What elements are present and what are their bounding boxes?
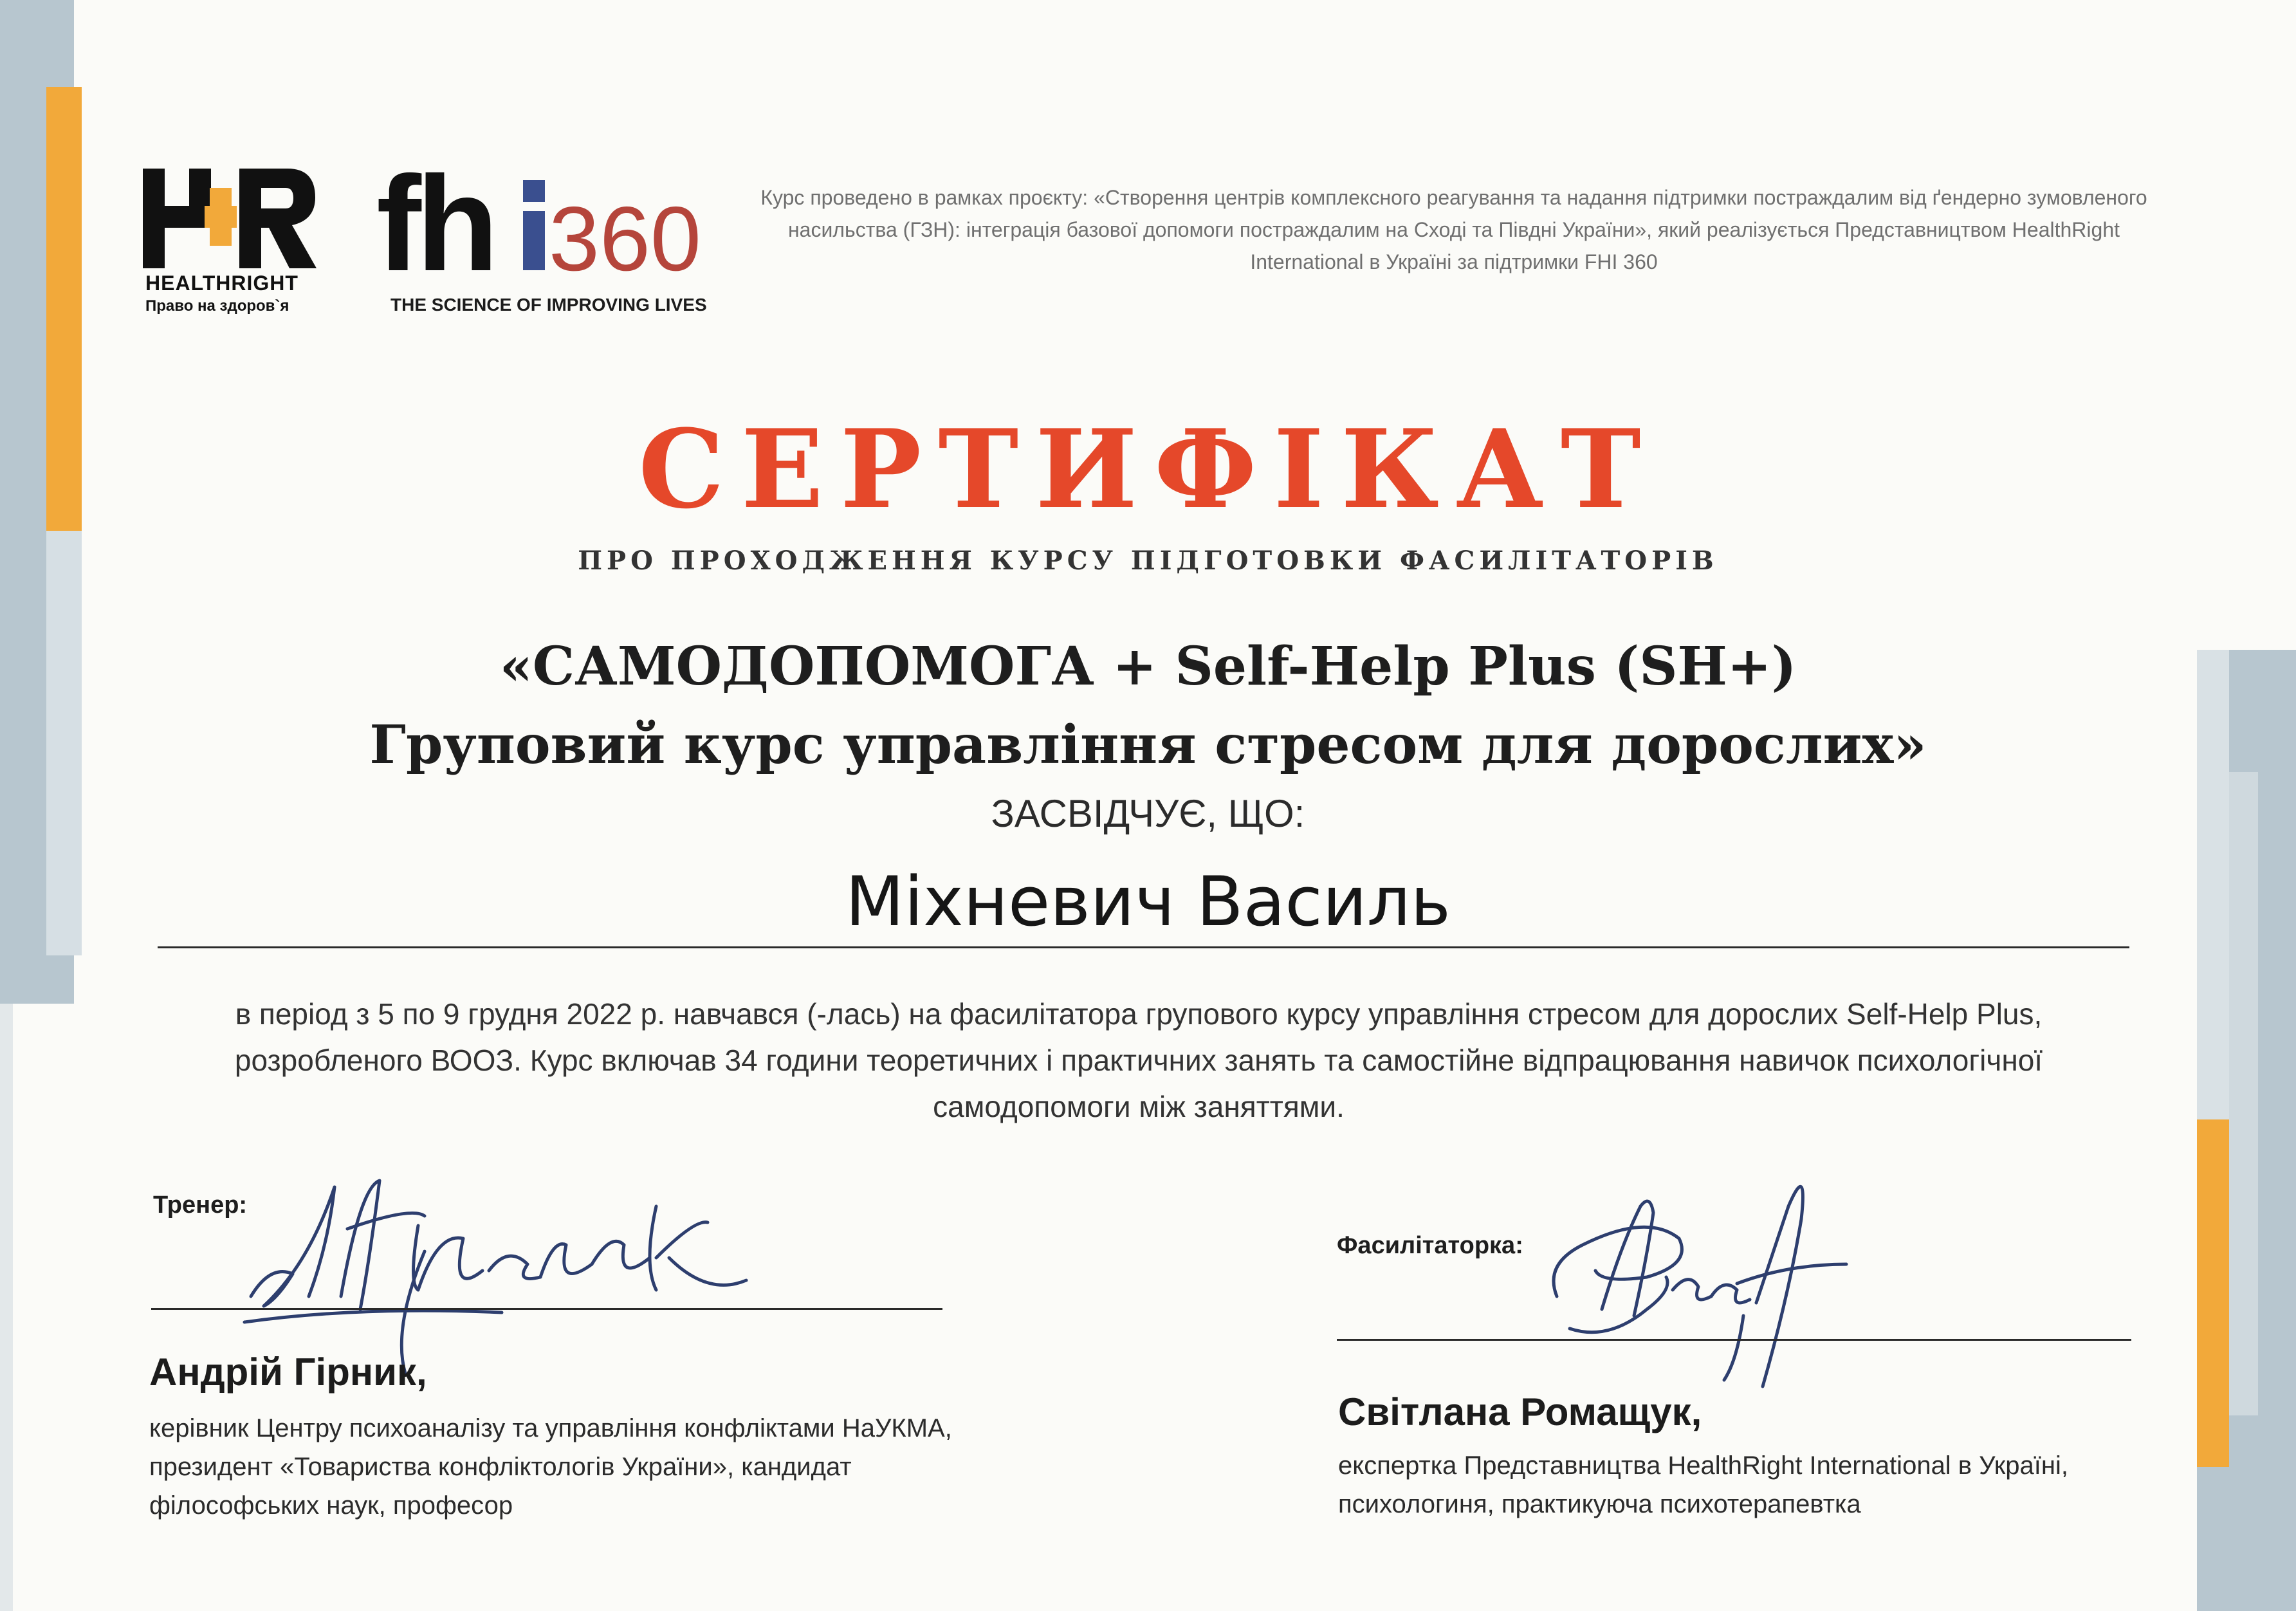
- healthright-logo-icon: [143, 169, 317, 268]
- trainer-description: керівник Центру психоаналізу та управління конфліктами НаУКМА, президент «Товариства конфліктологів України», кандидат філософських наук, професор: [149, 1414, 952, 1520]
- facilitator-label: Фасилітаторка:: [1337, 1232, 1523, 1259]
- fhi360-logo: [376, 161, 724, 322]
- trainer-label: Тренер:: [153, 1192, 248, 1219]
- facilitator-name: Світлана Ромащук,: [1338, 1390, 1702, 1433]
- certifies-label: ЗАСВІДЧУЄ, ЩО:: [991, 792, 1305, 835]
- svg-text:fh: fh: [376, 161, 494, 283]
- certificate-title: СЕРТИФІКАТ: [638, 405, 1658, 533]
- svg-text:360: 360: [549, 188, 701, 283]
- course-title-line-1: «САМОДОПОМОГА + Self-Help Plus (SH+): [499, 636, 1797, 697]
- trainer-signature-line: [151, 1308, 942, 1310]
- recipient-underline: [158, 946, 2129, 948]
- healthright-name: HEALTHRIGHT: [145, 272, 298, 295]
- certificate-body: в період з 5 по 9 грудня 2022 р. навчався (-лась) на фасилітатора групового курсу управління стресом для дорослих Self-Help Plus, розробленого ВООЗ. Курс включав 34 години теоретичних і практичних занять та самостійне відпрацювання навичок психологічної самодопомоги між заняттями.: [234, 997, 2043, 1123]
- facilitator-signature: [1544, 1168, 1891, 1412]
- trainer-signature: [232, 1168, 785, 1380]
- course-title: [193, 627, 2103, 784]
- fhi360-logo-icon: [376, 161, 724, 283]
- healthright-tagline: Право на здоров`я: [145, 297, 289, 315]
- certificate-subtitle: ПРО ПРОХОДЖЕННЯ КУРСУ ПІДГОТОВКИ ФАСИЛІТАТОРІВ: [578, 546, 1718, 576]
- course-title-line-2: Груповий курс управління стресом для дорослих»: [369, 714, 1927, 776]
- decor-stripe-right-orange: [2197, 1119, 2229, 1467]
- recipient-name: Міхневич Василь: [845, 862, 1451, 941]
- healthright-logo: [143, 169, 323, 317]
- facilitator-description: експертка Представництва HealthRight International в Україні, психологиня, практикуюча психотерапевтка: [1338, 1451, 2068, 1518]
- fhi360-tagline: THE SCIENCE OF IMPROVING LIVES: [390, 295, 707, 315]
- decor-stripe-left-bottom: [0, 1004, 13, 1611]
- trainer-name: Андрій Гірник,: [149, 1350, 427, 1394]
- facilitator-signature-line: [1337, 1339, 2131, 1341]
- project-note: Курс проведено в рамках проєкту: «Створення центрів комплексного реагування та надання підтримки постраждалим від ґендерно зумовленого насильства (ГЗН): інтеграція базової допомоги постраждалим на Сході та Півдні України», який реалізується Представництвом HealthRight International в Україні за підтримки FHI 360: [760, 186, 2147, 273]
